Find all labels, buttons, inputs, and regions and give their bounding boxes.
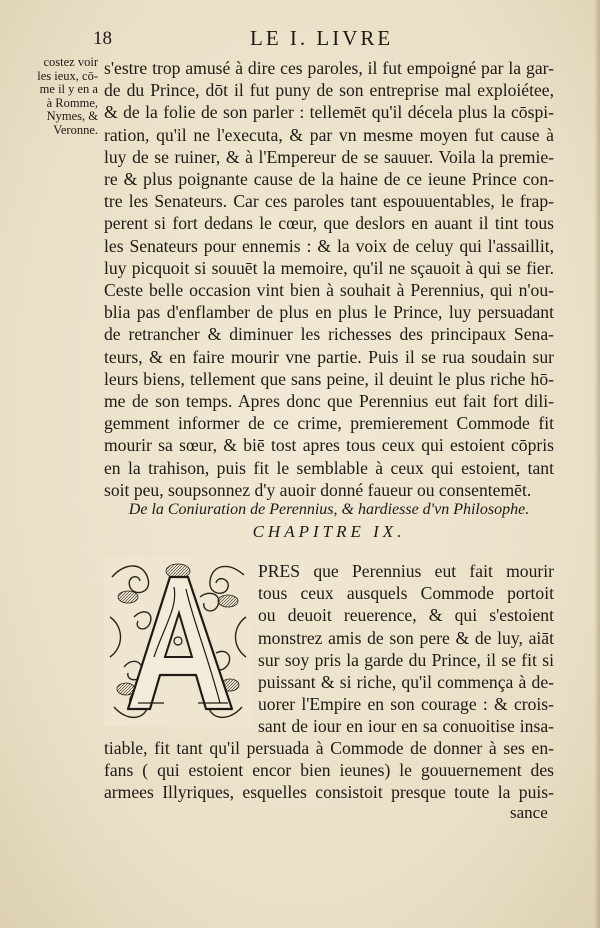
paragraph-2-continued [104,737,554,804]
page-edge-shadow [594,0,600,928]
marginal-note-line: Nymes, & [46,109,98,124]
paragraph-2-beside-initial [258,560,554,738]
text-line: gemment informer de ce crime, premierement Commode fit [104,413,554,434]
text-line: leurs biens, tellement que sans peine, il deuint le plus riche hō- [104,368,554,389]
text-line: tous ceux ausquels Commode portoit [258,583,554,604]
text-line: sur soy pris la garde du Prince, il se fit si [258,649,554,670]
marginal-note-line: Veronne. [53,122,98,137]
text-line: armees Illyriques, esquelles consistoit presque toute la puis- [104,782,554,803]
marginal-note-line: me il y en a [39,82,98,97]
text-line: s'estre trop amusé à dire ces paroles, il fut empoigné par la gar- [104,58,554,78]
ornament-initial-icon [104,557,252,727]
text-line: perent si fort dedans le cœur, que deslors en auant il tint tous [104,213,554,234]
marginal-note-line: costez voir [43,55,98,69]
text-line: en la trahison, puis fit le semblable à ceux qui estoient, tant [104,457,554,478]
marginal-note [14,56,98,138]
text-line: soit peu, soupsonnez d'y auoir donné faueur ou consentemēt. [104,479,532,500]
text-line: Ceste belle occasion vint bien à souhait à Perennius, qui n'ou- [104,280,554,301]
text-line: mourir sa sœur, & biē tost apres tous ceux qui estoient cōpris [104,435,554,456]
text-line: luy de se ruiner, & à l'Empereur de se sauuer. Voila la premie- [104,146,554,167]
text-line: ou deuoit reuerence, & qui s'estoient [258,605,554,626]
text-line: les Senateurs pour ennemis : & la voix de celuy qui l'assaillit, [104,235,554,256]
text-line: tiable, fit tant qu'il persuada à Commode de donner à ses en- [104,738,554,758]
text-line: & de la folie de son parler : tellemēt qu'il décela plus la cōspi- [104,102,554,123]
text-line: sant de iour en iour en sa conuoitise insa- [258,716,554,737]
running-head: LE I. LIVRE [250,26,394,50]
marginal-note-line: les ieux, cō- [37,68,98,83]
text-line: luy picquoit si souuēt la memoire, qu'il ne sçauoit à qui se fier. [104,257,554,278]
text-line: de retrancher & diminuer les richesses des principaux Sena- [104,324,554,345]
text-line: PRES que Perennius eut fait mourir [258,561,554,581]
text-line: tre les Senateurs. Car ces paroles tant espouuentables, le frap- [104,191,554,212]
paragraph-1 [104,57,554,501]
catchword: sance [510,803,548,822]
text-line: blia pas d'enflamber de plus en plus le Prince, luy persuadant [104,302,554,323]
chapter-title: De la Coniuration de Perennius, & hardiesse d'vn Philosophe. [128,501,530,518]
text-line: puissant & si riche, qu'il commença à de- [258,672,554,693]
text-line: fans ( qui estoient encor bien ieunes) le gouuernement des [104,760,554,781]
text-line: teurs, & en faire mourir vne partie. Puis il se rua soudain sur [104,346,554,367]
decorated-initial-letter [104,557,252,727]
text-line: re & plus poignante cause de la haine de ce ieune Prince con- [104,169,554,190]
page-header [0,28,600,54]
text-line: monstrez amis de son pere & de luy, aiāt [258,627,554,648]
text-line: ration, qu'il ne l'executa, & par vn mesme moyen fut cause à [104,124,554,145]
text-line: de du Prince, dōt il fut puny de son entreprise mal exploiétee, [104,80,554,101]
chapter-number: CHAPITRE IX. [252,522,406,541]
marginal-note-line: à Romme, [46,95,98,110]
text-line: me de son temps. Apres donc que Perennius eut fait fort dili- [104,391,554,412]
text-line: uorer l'Empire en son courage : & crois- [258,694,554,715]
page-number: 18 [93,28,112,49]
